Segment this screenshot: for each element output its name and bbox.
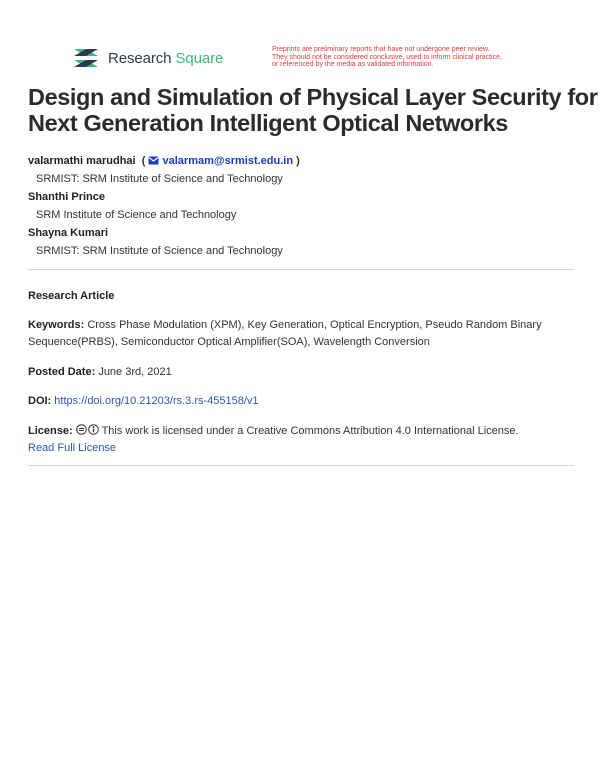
license: [28, 423, 574, 457]
posted-date-label: Posted Date:: [28, 366, 96, 378]
author-affiliation: SRM Institute of Science and Technology: [36, 209, 237, 221]
author-name: valarmathi marudhai: [28, 155, 136, 167]
license-label: License:: [28, 425, 73, 437]
keywords: [28, 317, 574, 351]
author-affiliation: SRMIST: SRM Institute of Science and Technology: [36, 245, 283, 257]
notice-line: or referenced by the media as validated information.: [272, 61, 434, 69]
paper-title: [28, 84, 598, 136]
article-type: Research Article: [28, 290, 115, 302]
by-icon: [88, 424, 99, 435]
research-square-logo[interactable]: [72, 46, 223, 70]
doi: [28, 393, 574, 410]
notice-line: They should not be considered conclusive, used to inform clinical practice,: [272, 53, 502, 61]
author-name: Shanthi Prince: [28, 191, 106, 203]
posted-date-value: June 3rd, 2021: [98, 366, 172, 378]
read-full-license-link[interactable]: Read Full License: [28, 442, 117, 454]
author-name-row: valarmathi marudhai ( valarmam@srmist.edu.in ): [28, 155, 300, 167]
title-line: Next Generation Intelligent Optical Networks: [28, 110, 508, 136]
doi-link[interactable]: https://doi.org/10.21203/rs.3.rs-455158/v1: [54, 395, 259, 407]
notice-line: Preprints are preliminary reports that have not undergone peer review.: [272, 46, 490, 53]
divider: [28, 465, 574, 466]
author-list: [28, 152, 588, 260]
license-text: This work is licensed under a Creative Commons Attribution 4.0 International License.: [101, 425, 519, 437]
preprint-notice: [272, 46, 572, 69]
author-name-row: [28, 224, 588, 242]
title-line: Design and Simulation of Physical Layer Security for: [28, 84, 598, 110]
envelope-icon: [148, 156, 159, 165]
author-name: Shayna Kumari: [28, 227, 109, 239]
logo-wordmark: Research Square: [108, 49, 224, 67]
doi-label: DOI:: [28, 395, 52, 407]
keywords-value: Cross Phase Modulation (XPM), Key Generation, Optical Encryption, Pseudo Random Binary Sequence(PRBS), Semiconductor Optical Amplifier(SOA), Wavelength Conversion: [28, 319, 542, 348]
author-email-link[interactable]: valarmam@srmist.edu.in: [162, 155, 294, 167]
license-icons: [76, 424, 99, 435]
keywords-label: Keywords:: [28, 319, 85, 331]
divider: [28, 269, 574, 270]
author-affiliation: SRMIST: SRM Institute of Science and Technology: [36, 173, 283, 185]
posted-date: [28, 364, 574, 381]
header: [72, 46, 542, 76]
cc-icon: [76, 424, 87, 435]
research-square-logo-icon: [72, 46, 100, 70]
author-name-row: [28, 188, 588, 206]
